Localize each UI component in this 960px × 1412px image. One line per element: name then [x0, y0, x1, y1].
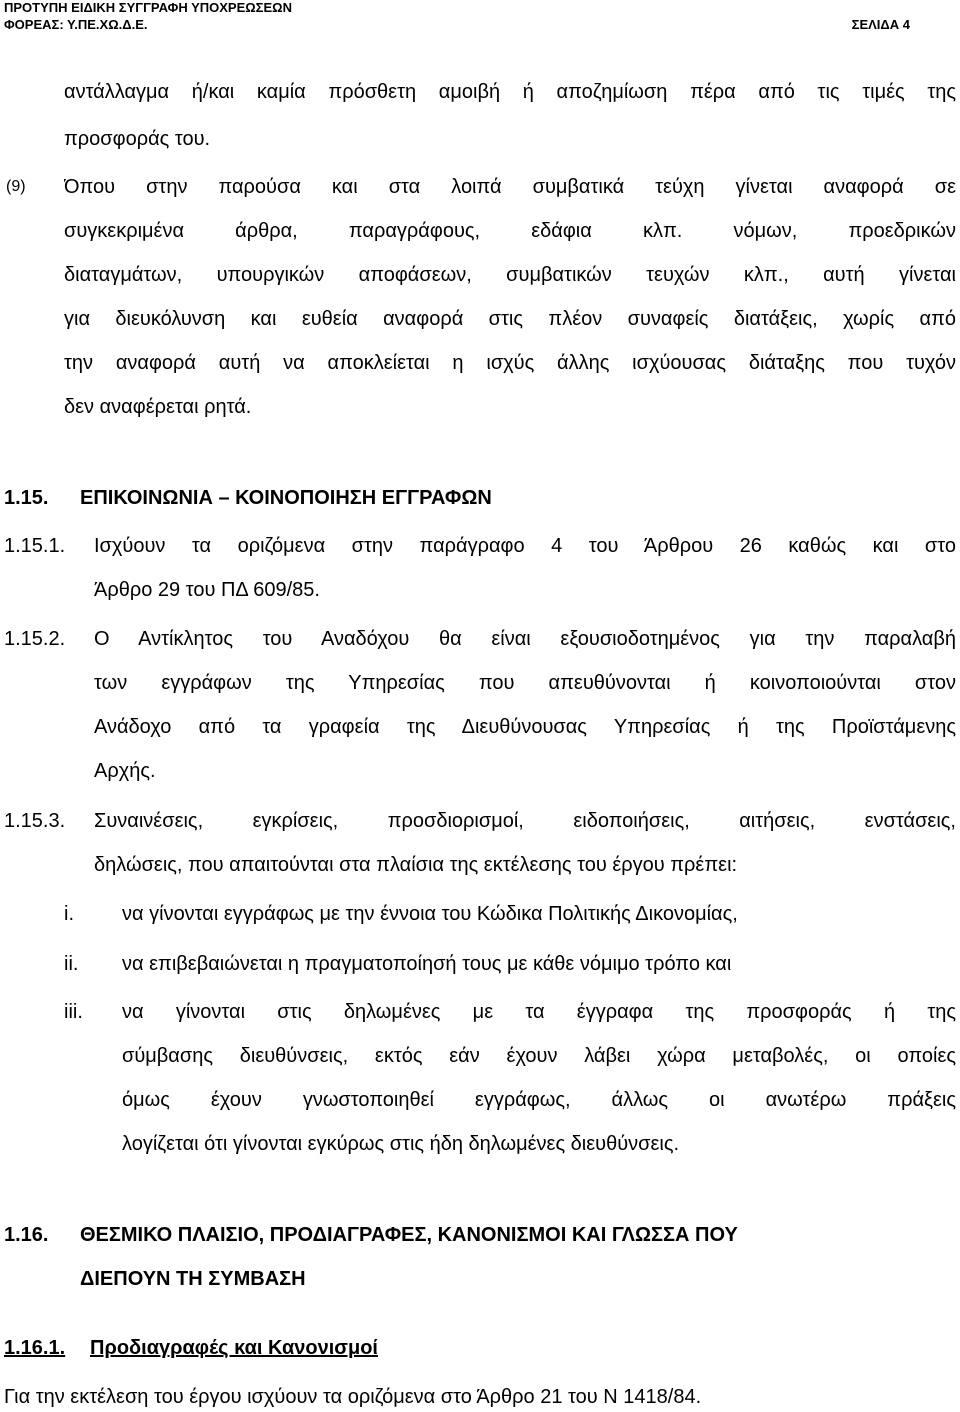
section-1-16-title-line-2: ΔΙΕΠΟΥΝ ΤΗ ΣΥΜΒΑΣΗ [80, 1268, 306, 1290]
clause-9-line-3: διαταγμάτων, υπουργικών αποφάσεων, συμβατικών τευχών κλπ., αυτή γίνεται [64, 264, 956, 286]
subsection-1-15-3-line-2: δηλώσεις, που απαιτούνται στα πλαίσια της εκτέλεσης του έργου πρέπει: [94, 854, 738, 876]
subsection-1-16-1-title: Προδιαγραφές και Κανονισμοί [90, 1337, 378, 1359]
page-number: ΣΕΛΙΔΑ 4 [851, 17, 910, 32]
subsection-1-15-3-line-1: Συναινέσεις, εγκρίσεις, προσδιορισμοί, ειδοποιήσεις, αιτήσεις, ενστάσεις, [94, 810, 956, 832]
document-header-title: ΠΡΟΤΥΠΗ ΕΙΔΙΚΗ ΣΥΓΓΡΑΦΗ ΥΠΟΧΡΕΩΣΕΩΝ [4, 0, 292, 15]
subsection-1-15-2-line-4: Αρχής. [94, 760, 156, 782]
clause-9-line-2: συγκεκριμένα άρθρα, παραγράφους, εδάφια κλπ. νόμων, προεδρικών [64, 220, 956, 242]
list-item-text-line-3: όμως έχουν γνωστοποιηθεί εγγράφως, άλλως οι ανωτέρω πράξεις [122, 1089, 956, 1111]
subsection-1-16-1-text: Για την εκτέλεση του έργου ισχύουν τα οριζόμενα στο Άρθρο 21 του Ν 1418/84. [4, 1386, 702, 1408]
intro-line-1: αντάλλαγμα ή/και καμία πρόσθετη αμοιβή ή αποζημίωση πέρα από τις τιμές της [64, 81, 956, 103]
subsection-1-15-2-line-1: Ο Αντίκλητος του Αναδόχου θα είναι εξουσιοδοτημένος για την παραλαβή [94, 628, 956, 650]
list-item-text: να γίνονται εγγράφως με την έννοια του Κώδικα Πολιτικής Δικονομίας, [122, 903, 738, 925]
clause-9-line-6: δεν αναφέρεται ρητά. [64, 396, 252, 418]
clause-9-number: (9) [6, 178, 26, 195]
section-1-15-number: 1.15. [4, 487, 49, 509]
clause-9-line-4: για διευκόλυνση και ευθεία αναφορά στις πλέον συναφείς διατάξεις, χωρίς από [64, 308, 956, 330]
subsection-1-15-2-line-2: των εγγράφων της Υπηρεσίας που απευθύνονται ή κοινοποιούνται στον [94, 672, 956, 694]
list-item-marker: i. [64, 903, 74, 925]
list-item-text-line-1: να γίνονται στις δηλωμένες με τα έγγραφα της προσφοράς ή της [122, 1001, 956, 1023]
subsection-1-15-2-number: 1.15.2. [4, 628, 66, 650]
subsection-1-15-1-number: 1.15.1. [4, 535, 66, 557]
subsection-1-15-2-line-3: Ανάδοχο από τα γραφεία της Διευθύνουσας Υπηρεσίας ή της Προϊστάμενης [94, 716, 956, 738]
list-item-marker: iii. [64, 1001, 83, 1023]
subsection-1-15-1-line-2: Άρθρο 29 του ΠΔ 609/85. [94, 579, 320, 601]
clause-9-line-5: την αναφορά αυτή να αποκλείεται η ισχύς άλλης ισχύουσας διάταξης που τυχόν [64, 352, 956, 374]
section-1-16-title-line-1: ΘΕΣΜΙΚΟ ΠΛΑΙΣΙΟ, ΠΡΟΔΙΑΓΡΑΦΕΣ, ΚΑΝΟΝΙΣΜΟΙ ΚΑΙ ΓΛΩΣΣΑ ΠΟΥ [80, 1224, 738, 1246]
section-1-16-number: 1.16. [4, 1224, 49, 1246]
list-item-text: να επιβεβαιώνεται η πραγματοποίησή τους με κάθε νόμιμο τρόπο και [122, 953, 732, 975]
list-item-marker: ii. [64, 953, 79, 975]
subsection-1-16-1-number: 1.16.1. [4, 1337, 66, 1359]
clause-9-line-1: Όπου στην παρούσα και στα λοιπά συμβατικά τεύχη γίνεται αναφορά σε [64, 176, 956, 198]
subsection-1-15-1-line-1: Ισχύουν τα οριζόμενα στην παράγραφο 4 του Άρθρου 26 καθώς και στο [94, 535, 956, 557]
intro-line-2: προσφοράς του. [64, 128, 211, 150]
document-header-agency: ΦΟΡΕΑΣ: Υ.ΠΕ.ΧΩ.Δ.Ε. [4, 17, 148, 32]
subsection-1-15-3-number: 1.15.3. [4, 810, 66, 832]
list-item-text-line-2: σύμβασης διευθύνσεις, εκτός εάν έχουν λάβει χώρα μεταβολές, οι οποίες [122, 1045, 956, 1067]
list-item-text-line-4: λογίζεται ότι γίνονται εγκύρως στις ήδη δηλωμένες διευθύνσεις. [122, 1133, 680, 1155]
section-1-15-title: ΕΠΙΚΟΙΝΩΝΙΑ – ΚΟΙΝΟΠΟΙΗΣΗ ΕΓΓΡΑΦΩΝ [80, 487, 492, 509]
